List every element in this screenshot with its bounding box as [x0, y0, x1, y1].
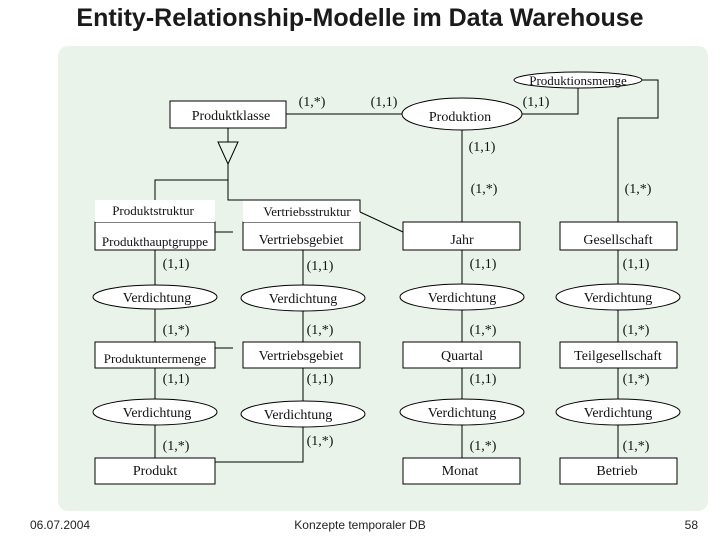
cardinality-c2-r2-top: (1,1): [306, 372, 334, 387]
cardinality-c3-r1-bottom: (1,*): [469, 323, 497, 338]
relationship-produktion-label: Produktion: [428, 110, 492, 125]
cardinality-c1-r1-bottom: (1,*): [162, 323, 190, 338]
cardinality-c1-r1-top: (1,1): [162, 257, 190, 272]
cardinality-gesellschaft-up: (1,*): [624, 182, 652, 197]
cardinality-c2-r2-bottom: (1,*): [306, 434, 334, 449]
cardinality-c4-r1-bottom: (1,*): [622, 323, 650, 338]
entity-quartal-label: Quartal: [441, 349, 483, 364]
verdichtung-c4-r1-label: Verdichtung: [583, 291, 653, 306]
generalization-triangle: [218, 142, 238, 164]
verdichtung-c2-r2-label: Verdichtung: [263, 408, 333, 423]
cardinality-c4-r2-top: (1,*): [622, 372, 650, 387]
verdichtung-c1-r2-label: Verdichtung: [122, 406, 192, 421]
cardinality-klasse-produktion: (1,*): [298, 95, 326, 110]
entity-produktklasse-label: Produktklasse: [191, 109, 271, 124]
cardinality-c2-r1-top: (1,1): [306, 259, 334, 274]
produktstruktur-label: Produktstruktur: [112, 203, 194, 218]
edge-gen-vertrieb: [228, 164, 243, 200]
edge-menge-gesellschaft: [618, 80, 658, 226]
verdichtung-c2-r1-label: Verdichtung: [268, 292, 338, 307]
entity-gesellschaft-label: Gesellschaft: [583, 233, 653, 248]
entity-produktuntermenge-label: Produktuntermenge: [103, 351, 207, 366]
entity-monat-label: Monat: [441, 464, 479, 479]
page-number: 58: [684, 518, 698, 532]
verdichtung-c1-r1-label: Verdichtung: [122, 291, 192, 306]
edge-c2-d: [215, 427, 303, 462]
relationship-produktionsmenge-label: Produktionsmenge: [529, 73, 627, 88]
cardinality-produktion-menge: (1,1): [522, 95, 550, 110]
cardinality-c3-r1-top: (1,1): [469, 257, 497, 272]
verdichtung-c3-r2-label: Verdichtung: [427, 406, 497, 421]
entity-vertriebsgebiet-1-label: Vertriebsgebiet: [258, 233, 344, 248]
cardinality-c1-r2-top: (1,1): [162, 372, 190, 387]
slide-title: Entity-Relationship-Modelle im Data Warehouse: [76, 4, 644, 32]
cardinality-jahr-up: (1,*): [470, 182, 498, 197]
vertriebsstruktur-label: Vertriebsstruktur: [263, 204, 351, 219]
edge-gen-produkt: [155, 180, 228, 200]
cardinality-produktion-down: (1,1): [468, 140, 496, 155]
edge-vertrieb-jahr: [360, 212, 403, 232]
cardinality-produktion-klasse: (1,1): [370, 95, 398, 110]
cardinality-c1-r2-bottom: (1,*): [162, 439, 190, 454]
cardinality-c4-r1-top: (1,1): [622, 257, 650, 272]
verdichtung-c4-r2-label: Verdichtung: [583, 406, 653, 421]
entity-teilgesellschaft-label: Teilgesellschaft: [574, 349, 662, 364]
entity-betrieb-label: Betrieb: [596, 464, 638, 479]
footer-date: 06.07.2004: [30, 518, 91, 532]
entity-produkt-label: Produkt: [132, 464, 178, 479]
entity-produkthauptgruppe-label: Produkthauptgruppe: [101, 234, 209, 249]
verdichtung-c3-r1-label: Verdichtung: [427, 291, 497, 306]
cardinality-c2-r1-bottom: (1,*): [306, 323, 334, 338]
cardinality-c3-r2-bottom: (1,*): [469, 439, 497, 454]
entity-jahr-label: Jahr: [450, 233, 474, 248]
footer-title: Konzepte temporaler DB: [294, 518, 426, 532]
cardinality-c4-r2-bottom: (1,*): [622, 439, 650, 454]
entity-vertriebsgebiet-2-label: Vertriebsgebiet: [258, 349, 344, 364]
cardinality-c3-r2-top: (1,1): [469, 372, 497, 387]
